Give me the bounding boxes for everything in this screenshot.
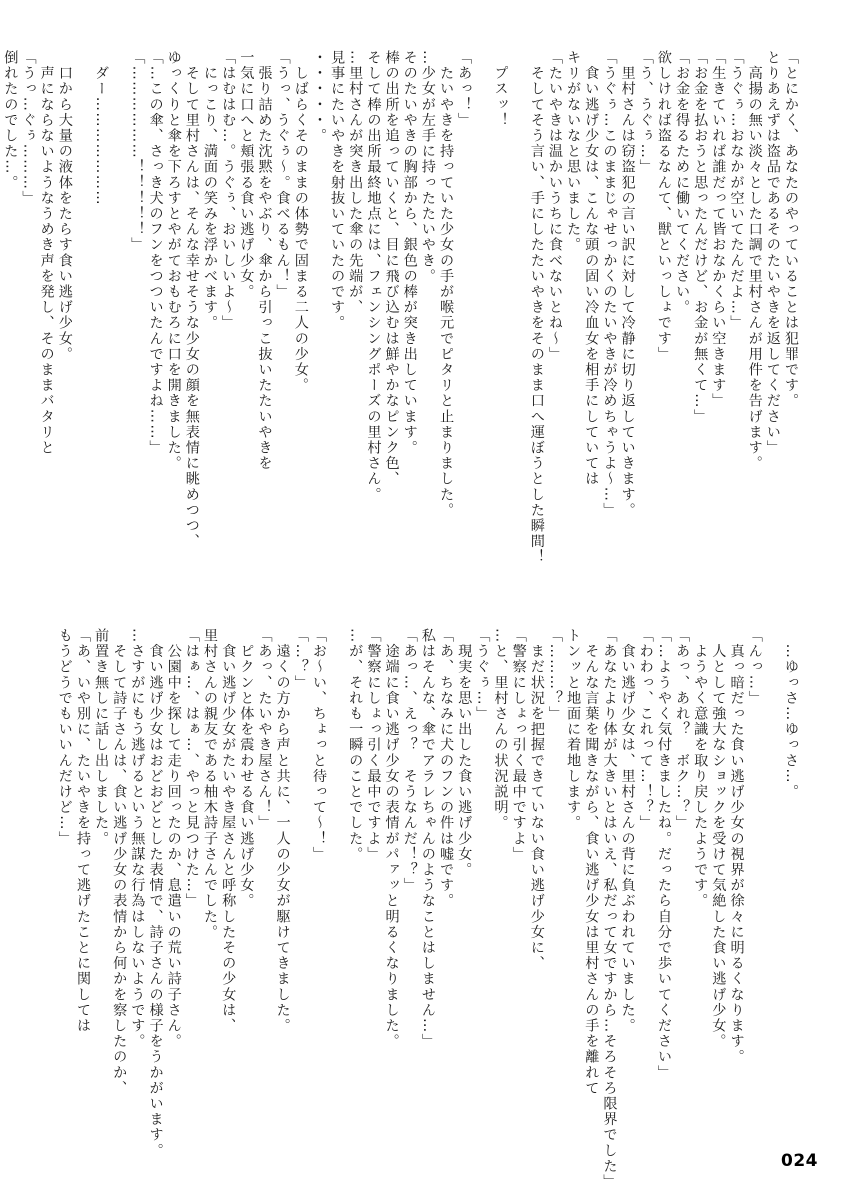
text-line: 「はむはむ…。うぐぅ、おいしいよ～」 [220,50,237,331]
text-line: 「お～い、ちょっと待って～！」 [310,628,327,862]
text-line: 「たいやきは温かいうちに食べないとね～」 [546,50,563,362]
text-line: 声にならないようなうめき声を発し、そのままバタリと [38,50,55,456]
text-line: 「あなたより体が大きいとはいえ、私だって女ですから…そろそろ限界でした」 [601,628,618,1190]
text-line: 「うっ、うぐぅ～。食べるもん！」 [274,50,291,300]
text-line: もうどうでもいいんだけど…」 [56,628,73,847]
text-line: 「警察にしょっ引く最中ですよ」 [510,628,527,862]
text-line: 里村さんは窃盗犯の言い訳に対して冷静に切り返していきます。 [619,50,636,518]
text-line: 「お金を払おうと思ったんだけど、お金が無くて…」 [692,50,709,425]
text-line: 欲しければ盗るなんて、獣といっしょです」 [655,50,672,362]
text-line [328,628,346,1188]
text-line: 棒の出所を追っていくと、目に飛び込むは鮮やかなピンク色、 [383,50,400,487]
text-line: そして里村さんは、そんな幸せそうな少女の顔を無表情に眺めつつ、 [183,50,200,550]
text-line [473,50,491,610]
text-line: 「うぐぅ…このままじゃせっかくのたいやきが冷めちゃうよ～…」 [601,50,618,518]
text-line: 「………？」 [546,628,563,722]
text-line: そしてそう言い、手にしたたいやきをそのまま口へ運ぼうとした瞬間！ [528,50,545,565]
text-line: 「…？」 [292,628,309,691]
text-line: 「生きていれば誰だって皆おなかくらい空きます」 [710,50,727,409]
text-line: ・・・・・。 [310,50,327,144]
text-line: …少女が左手に持ったたいやき。 [419,50,436,284]
text-line: 公園中を探して走り回ったのか、息遣いの荒い詩子さん。 [165,628,182,1050]
text-line: 「はぁ…、はぁ…、やっと見つけた…」 [183,628,200,909]
bottom-text-block [56,628,800,1188]
text-line: 食い逃げ少女は、こんな頭の固い冷血女を相手にしていては [583,50,600,487]
text-line: …里村さんが突き出した傘の先端が、 [347,50,364,316]
text-line: とりあえずは盗品であるそのたいやきを返してください」 [764,50,781,456]
text-line [510,50,528,610]
text-line: 張り詰めた沈黙をやぶり、傘から引っこ抜いたたいやきを [256,50,273,472]
text-line: 私はそんな、傘でアラレちゃんのようなことはしません…」 [419,628,436,1050]
text-line: 「わわっ、これって…！？」 [637,628,654,831]
text-line: 「警察にしょっ引く最中ですよ」 [365,628,382,862]
text-line: …ゆっさ…ゆっさ…。 [783,628,799,800]
text-line: キリがないなと思いました。 [565,50,582,253]
text-line: 「…ようやく気付きましたね。だったら自分で歩いてください」 [655,628,672,1081]
text-line: 遠くの方から声と共に、一人の少女が駆けてきました。 [274,628,291,1034]
text-line: 「うぐぅ…」 [474,628,491,722]
page-number: 024 [781,1151,818,1171]
text-line: ダー………………… [93,50,110,206]
text-line: しばらくそのままの体勢で固まる二人の少女。 [292,50,309,394]
text-line: 「………………！！！！！」 [129,50,146,253]
text-line: 「あっ…、えっ？ そうなんだ！？」 [401,628,418,894]
text-line: 食い逃げ少女はおどおどとした表情で、詩子さんの様子をうかがいます。 [147,628,164,1159]
text-line: 倒れたのでした…。 [2,50,19,191]
top-text-block [1,50,800,610]
text-line: 「あっ！」 [456,50,473,128]
text-line: 「んっ…」 [746,628,763,706]
text-line: 里村さんの親友である柚木詩子さんでした。 [202,628,219,940]
text-line: 人として強大なショックを受けて気絶した食い逃げ少女。 [710,628,727,1050]
text-line: 真っ暗だった食い逃げ少女の視界が徐々に明るくなります。 [728,628,745,1065]
text-line: …と、里村さんの状況説明。 [492,628,509,831]
text-line: 「とにかく、あなたのやっていることは犯罪です。 [783,50,799,409]
text-line: 一気に口へと頬張る食い逃げ少女。 [238,50,255,300]
text-line: 高揚の無い淡々とした口調で里村さんが用件を告げます。 [746,50,763,472]
text-line: 「う、うぐぅ…」 [637,50,654,175]
text-line: 「あっ、たいやき屋さん！」 [256,628,273,831]
text-line: トンッと地面に着地します。 [565,628,582,831]
text-line: …が、それも一瞬のことでした。 [347,628,364,862]
text-line [764,628,782,1188]
text-line: にっこり、満面の笑みを浮かべます。 [202,50,219,331]
text-line: 前置き無しに話し出しました。 [93,628,110,847]
text-line: まだ状況を把握できていない食い逃げ少女に、 [528,628,545,972]
text-line: ようやく意識を取り戻したようです。 [692,628,709,909]
text-line [110,50,128,610]
text-line: 「うっ…ぐぅ………」 [20,50,37,206]
text-line: そして詩子さんは、食い逃げ少女の表情から何かを察したのか、 [111,628,128,1096]
text-line: ピクンと体を震わせる食い逃げ少女。 [238,628,255,909]
text-line: プスッ！ [492,50,509,128]
text-line: 食い逃げ少女がたいやき屋さんと呼称したその少女は、 [220,628,237,1034]
text-line: たいやきを持っていた少女の手が喉元でピタリと止まりました。 [438,50,455,518]
text-line [74,50,92,610]
text-line: 見事にたいやきを射抜いていたのです。 [329,50,346,331]
text-line: 途端に食い逃げ少女の表情がパァッと明るくなりました。 [383,628,400,1050]
text-line: 「あ、いや別に、たいやきを持って逃げたことに関しては [74,628,91,1034]
text-line: 食い逃げ少女は、里村さんの背に負ぶわれていました。 [619,628,636,1034]
text-line: そんな言葉を聞きながら、食い逃げ少女は里村さんの手を離れて [583,628,600,1096]
text-line: そのたいやきの胸部から、銀色の棒が突き出しています。 [401,50,418,456]
text-line: そして棒の出所最終地点には、フェンシングポーズの里村さん。 [365,50,382,503]
text-line: 「あ、ちなみに犬のフンの件は嘘です。 [438,628,455,909]
text-line: 「うぐぅ…おなかが空いてたんだよ…」 [728,50,745,331]
text-line: ゆっくりと傘を下ろすとやがておもむろに口を開きました。 [165,50,182,472]
text-line: 「お金を得るために働いてください。 [674,50,691,316]
text-line: 「あっ、あれ？ ボク…？」 [674,628,691,831]
text-line: …さすがにもう逃げるという無謀な行為はしないようです。 [129,628,146,1050]
text-line: 口から大量の液体をたらす食い逃げ少女。 [56,50,73,362]
text-line: 「…この傘、さっき犬のフンをつついたんですよね……」 [147,50,164,456]
text-line: 現実を思い出した食い逃げ少女。 [456,628,473,878]
